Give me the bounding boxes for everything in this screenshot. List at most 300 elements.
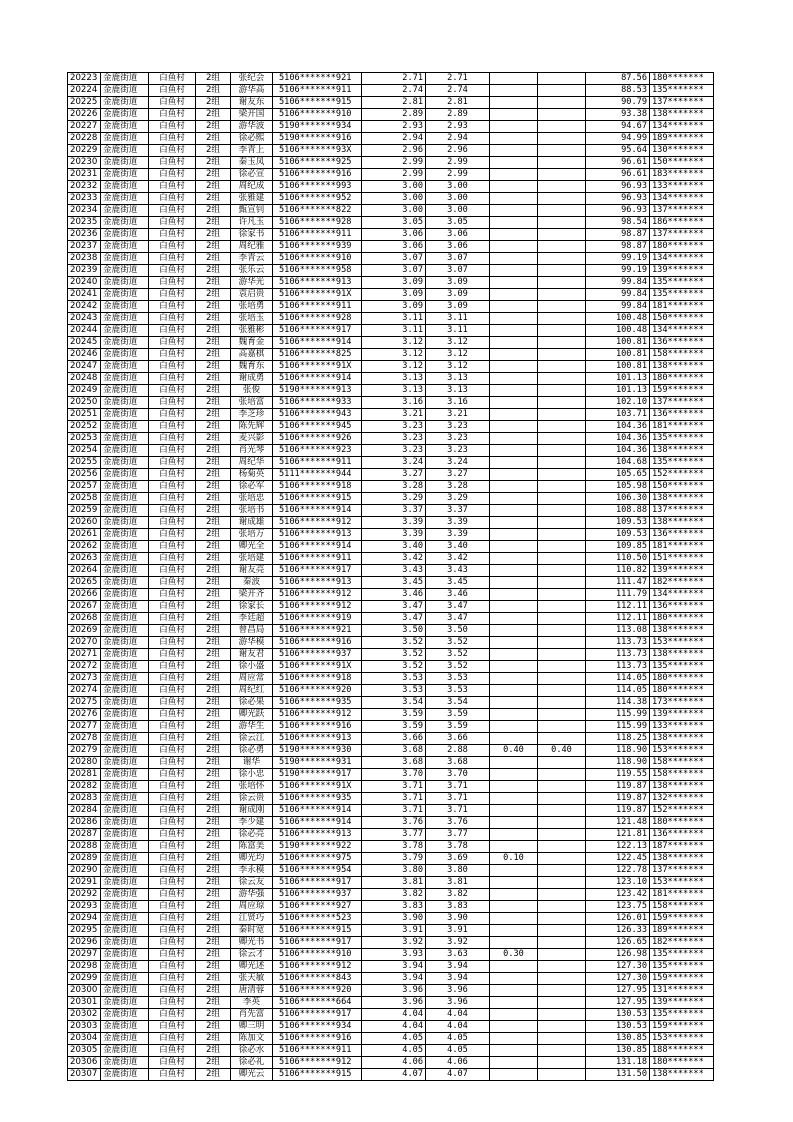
cell-village: 白鱼村: [149, 793, 196, 805]
cell-name: 张培忠: [231, 493, 273, 505]
cell-id-number: 5190*******922: [273, 841, 362, 853]
cell-id-number: 5106*******917: [273, 1009, 362, 1021]
cell-village: 白鱼村: [149, 541, 196, 553]
cell-street: 金鹿街道: [101, 937, 149, 949]
cell-total: 122.13: [586, 841, 650, 853]
cell-id-number: 5106*******918: [273, 673, 362, 685]
cell-group: 2组: [196, 985, 231, 997]
cell-value-2: 3.09: [426, 277, 490, 289]
cell-group: 2组: [196, 973, 231, 985]
cell-village: 白鱼村: [149, 517, 196, 529]
cell-value-1: 3.52: [362, 637, 426, 649]
cell-street: 金鹿街道: [101, 889, 149, 901]
cell-village: 白鱼村: [149, 1057, 196, 1069]
cell-street: 金鹿街道: [101, 505, 149, 517]
cell-serial: 20269: [68, 625, 101, 637]
cell-phone: 180*******: [650, 1057, 714, 1069]
cell-village: 白鱼村: [149, 997, 196, 1009]
cell-value-4: [538, 733, 586, 745]
cell-value-1: 3.40: [362, 541, 426, 553]
cell-id-number: 5106*******914: [273, 541, 362, 553]
cell-value-3: [490, 613, 538, 625]
cell-value-1: 4.07: [362, 1069, 426, 1081]
table-row: [68, 625, 714, 637]
cell-value-4: [538, 757, 586, 769]
cell-value-1: 3.12: [362, 349, 426, 361]
cell-group: 2组: [196, 421, 231, 433]
cell-group: 2组: [196, 817, 231, 829]
cell-serial: 20280: [68, 757, 101, 769]
cell-group: 2组: [196, 277, 231, 289]
cell-total: 118.90: [586, 757, 650, 769]
cell-street: 金鹿街道: [101, 445, 149, 457]
cell-serial: 20252: [68, 421, 101, 433]
cell-value-1: 3.12: [362, 361, 426, 373]
cell-value-3: [490, 529, 538, 541]
cell-street: 金鹿街道: [101, 337, 149, 349]
cell-value-4: [538, 829, 586, 841]
cell-serial: 20287: [68, 829, 101, 841]
cell-phone: 153*******: [650, 877, 714, 889]
table-row: [68, 1069, 714, 1081]
table-row: [68, 565, 714, 577]
cell-village: 白鱼村: [149, 601, 196, 613]
cell-village: 白鱼村: [149, 253, 196, 265]
cell-value-4: [538, 97, 586, 109]
cell-total: 126.65: [586, 937, 650, 949]
cell-value-2: 3.91: [426, 925, 490, 937]
cell-total: 96.93: [586, 205, 650, 217]
cell-name: 魏育金: [231, 337, 273, 349]
table-row: [68, 73, 714, 85]
cell-group: 2组: [196, 289, 231, 301]
cell-serial: 20246: [68, 349, 101, 361]
cell-serial: 20268: [68, 613, 101, 625]
cell-value-3: [490, 901, 538, 913]
cell-village: 白鱼村: [149, 1009, 196, 1021]
cell-value-2: 3.09: [426, 289, 490, 301]
cell-value-4: [538, 1033, 586, 1045]
cell-value-4: [538, 229, 586, 241]
cell-id-number: 5106*******911: [273, 457, 362, 469]
cell-value-4: [538, 433, 586, 445]
cell-street: 金鹿街道: [101, 649, 149, 661]
cell-group: 2组: [196, 757, 231, 769]
cell-street: 金鹿街道: [101, 1045, 149, 1057]
cell-serial: 20275: [68, 697, 101, 709]
cell-total: 108.88: [586, 505, 650, 517]
cell-value-3: [490, 817, 538, 829]
cell-value-3: [490, 661, 538, 673]
cell-street: 金鹿街道: [101, 481, 149, 493]
cell-total: 130.85: [586, 1045, 650, 1057]
cell-group: 2组: [196, 961, 231, 973]
cell-value-4: [538, 541, 586, 553]
cell-street: 金鹿街道: [101, 721, 149, 733]
cell-value-4: 0.40: [538, 745, 586, 757]
cell-phone: 180*******: [650, 613, 714, 625]
cell-phone: 153*******: [650, 745, 714, 757]
table-row: [68, 757, 714, 769]
cell-street: 金鹿街道: [101, 601, 149, 613]
cell-street: 金鹿街道: [101, 949, 149, 961]
cell-value-3: [490, 157, 538, 169]
table-row: [68, 1057, 714, 1069]
cell-value-3: [490, 769, 538, 781]
cell-total: 109.53: [586, 529, 650, 541]
cell-street: 金鹿街道: [101, 793, 149, 805]
cell-id-number: 5106*******916: [273, 169, 362, 181]
cell-total: 130.53: [586, 1009, 650, 1021]
cell-id-number: 5106*******958: [273, 265, 362, 277]
cell-phone: 150*******: [650, 481, 714, 493]
cell-value-1: 2.93: [362, 121, 426, 133]
cell-group: 2组: [196, 373, 231, 385]
cell-street: 金鹿街道: [101, 121, 149, 133]
cell-value-2: 3.59: [426, 721, 490, 733]
cell-name: 秦波: [231, 577, 273, 589]
cell-name: 徐云才: [231, 949, 273, 961]
cell-value-2: 3.00: [426, 205, 490, 217]
cell-village: 白鱼村: [149, 937, 196, 949]
cell-group: 2组: [196, 805, 231, 817]
cell-value-3: [490, 325, 538, 337]
cell-village: 白鱼村: [149, 865, 196, 877]
cell-name: 周纪红: [231, 685, 273, 697]
cell-total: 100.48: [586, 325, 650, 337]
cell-value-3: [490, 385, 538, 397]
cell-village: 白鱼村: [149, 877, 196, 889]
cell-phone: 189*******: [650, 133, 714, 145]
cell-street: 金鹿街道: [101, 733, 149, 745]
cell-village: 白鱼村: [149, 457, 196, 469]
cell-village: 白鱼村: [149, 205, 196, 217]
cell-name: 张培富: [231, 397, 273, 409]
cell-serial: 20299: [68, 973, 101, 985]
cell-id-number: 5106*******993: [273, 181, 362, 193]
cell-total: 127.95: [586, 985, 650, 997]
cell-id-number: 5190*******913: [273, 385, 362, 397]
cell-value-1: 3.47: [362, 613, 426, 625]
cell-serial: 20226: [68, 109, 101, 121]
cell-village: 白鱼村: [149, 469, 196, 481]
cell-group: 2组: [196, 313, 231, 325]
cell-id-number: 5106*******952: [273, 193, 362, 205]
cell-value-3: [490, 781, 538, 793]
cell-village: 白鱼村: [149, 805, 196, 817]
cell-phone: 133*******: [650, 721, 714, 733]
cell-group: 2组: [196, 613, 231, 625]
cell-name: 游华强: [231, 889, 273, 901]
cell-phone: 138*******: [650, 625, 714, 637]
cell-value-4: [538, 457, 586, 469]
cell-id-number: 5106*******937: [273, 889, 362, 901]
cell-phone: 183*******: [650, 169, 714, 181]
cell-total: 131.50: [586, 1069, 650, 1081]
cell-total: 122.78: [586, 865, 650, 877]
cell-group: 2组: [196, 781, 231, 793]
cell-phone: 137*******: [650, 97, 714, 109]
cell-value-3: [490, 961, 538, 973]
cell-value-2: 3.07: [426, 253, 490, 265]
cell-group: 2组: [196, 877, 231, 889]
cell-name: 徐云友: [231, 877, 273, 889]
cell-value-3: [490, 793, 538, 805]
cell-id-number: 5106*******921: [273, 73, 362, 85]
cell-value-4: [538, 1045, 586, 1057]
cell-village: 白鱼村: [149, 889, 196, 901]
cell-value-1: 3.27: [362, 469, 426, 481]
cell-serial: 20283: [68, 793, 101, 805]
cell-village: 白鱼村: [149, 685, 196, 697]
cell-name: 甄宣钊: [231, 205, 273, 217]
cell-value-2: 3.00: [426, 181, 490, 193]
cell-value-1: 2.99: [362, 157, 426, 169]
cell-value-2: 3.52: [426, 661, 490, 673]
cell-street: 金鹿街道: [101, 301, 149, 313]
cell-phone: 138*******: [650, 517, 714, 529]
cell-serial: 20301: [68, 997, 101, 1009]
cell-value-1: 3.11: [362, 313, 426, 325]
cell-village: 白鱼村: [149, 721, 196, 733]
table-row: [68, 493, 714, 505]
cell-name: 卿光书: [231, 937, 273, 949]
cell-value-1: 3.12: [362, 337, 426, 349]
cell-serial: 20253: [68, 433, 101, 445]
cell-total: 118.90: [586, 745, 650, 757]
cell-group: 2组: [196, 1021, 231, 1033]
cell-name: 徐小盛: [231, 661, 273, 673]
table-row: [68, 985, 714, 997]
cell-value-3: [490, 829, 538, 841]
cell-value-4: [538, 241, 586, 253]
cell-total: 96.93: [586, 193, 650, 205]
cell-value-2: 4.05: [426, 1033, 490, 1045]
cell-group: 2组: [196, 1069, 231, 1081]
cell-id-number: 5106*******913: [273, 277, 362, 289]
cell-name: 谢成刚: [231, 805, 273, 817]
cell-village: 白鱼村: [149, 229, 196, 241]
cell-name: 谢友亮: [231, 565, 273, 577]
cell-value-3: [490, 565, 538, 577]
cell-value-3: [490, 313, 538, 325]
cell-value-4: [538, 85, 586, 97]
cell-village: 白鱼村: [149, 421, 196, 433]
cell-value-3: [490, 253, 538, 265]
table-row: [68, 181, 714, 193]
cell-value-1: 2.81: [362, 97, 426, 109]
table-row: [68, 529, 714, 541]
cell-id-number: 5106*******915: [273, 493, 362, 505]
cell-id-number: 5106*******975: [273, 853, 362, 865]
cell-id-number: 5106*******920: [273, 985, 362, 997]
cell-value-4: [538, 505, 586, 517]
cell-value-1: 3.93: [362, 949, 426, 961]
cell-value-2: 3.50: [426, 625, 490, 637]
cell-value-1: 4.05: [362, 1045, 426, 1057]
cell-group: 2组: [196, 577, 231, 589]
cell-total: 98.54: [586, 217, 650, 229]
cell-value-3: [490, 733, 538, 745]
cell-name: 卿光述: [231, 961, 273, 973]
cell-value-4: [538, 901, 586, 913]
cell-value-3: [490, 1057, 538, 1069]
cell-value-4: [538, 805, 586, 817]
cell-value-4: [538, 937, 586, 949]
cell-name: 李青云: [231, 253, 273, 265]
cell-value-4: [538, 769, 586, 781]
cell-street: 金鹿街道: [101, 913, 149, 925]
cell-total: 119.55: [586, 769, 650, 781]
cell-value-4: [538, 409, 586, 421]
cell-total: 106.30: [586, 493, 650, 505]
cell-id-number: 5106*******911: [273, 229, 362, 241]
cell-group: 2组: [196, 469, 231, 481]
cell-total: 100.81: [586, 349, 650, 361]
cell-value-4: [538, 913, 586, 925]
cell-group: 2组: [196, 481, 231, 493]
cell-serial: 20236: [68, 229, 101, 241]
cell-street: 金鹿街道: [101, 925, 149, 937]
table-row: [68, 961, 714, 973]
cell-serial: 20223: [68, 73, 101, 85]
cell-street: 金鹿街道: [101, 625, 149, 637]
cell-serial: 20239: [68, 265, 101, 277]
cell-group: 2组: [196, 445, 231, 457]
cell-total: 111.79: [586, 589, 650, 601]
cell-village: 白鱼村: [149, 145, 196, 157]
cell-id-number: 5106*******916: [273, 637, 362, 649]
cell-phone: 134*******: [650, 325, 714, 337]
table-row: [68, 157, 714, 169]
cell-street: 金鹿街道: [101, 565, 149, 577]
cell-total: 119.87: [586, 793, 650, 805]
table-row: [68, 121, 714, 133]
cell-group: 2组: [196, 601, 231, 613]
cell-phone: 134*******: [650, 589, 714, 601]
cell-id-number: 5106*******825: [273, 349, 362, 361]
cell-phone: 186*******: [650, 217, 714, 229]
table-row: [68, 913, 714, 925]
cell-value-1: 3.39: [362, 517, 426, 529]
cell-street: 金鹿街道: [101, 745, 149, 757]
cell-total: 104.36: [586, 421, 650, 433]
cell-phone: 188*******: [650, 1045, 714, 1057]
cell-value-1: 2.71: [362, 73, 426, 85]
cell-total: 103.71: [586, 409, 650, 421]
cell-value-3: [490, 673, 538, 685]
cell-id-number: 5106*******911: [273, 1045, 362, 1057]
cell-value-2: 3.39: [426, 517, 490, 529]
cell-serial: 20258: [68, 493, 101, 505]
cell-street: 金鹿街道: [101, 97, 149, 109]
cell-phone: 138*******: [650, 853, 714, 865]
cell-name: 李廷超: [231, 613, 273, 625]
cell-total: 102.10: [586, 397, 650, 409]
cell-village: 白鱼村: [149, 949, 196, 961]
cell-id-number: 5106*******915: [273, 925, 362, 937]
cell-street: 金鹿街道: [101, 169, 149, 181]
cell-value-1: 3.05: [362, 217, 426, 229]
cell-phone: 135*******: [650, 949, 714, 961]
cell-value-1: 3.83: [362, 901, 426, 913]
cell-street: 金鹿街道: [101, 1069, 149, 1081]
cell-name: 张纪会: [231, 73, 273, 85]
cell-value-2: 3.80: [426, 865, 490, 877]
cell-value-4: [538, 889, 586, 901]
cell-total: 131.18: [586, 1057, 650, 1069]
cell-name: 徐云江: [231, 733, 273, 745]
cell-value-2: 3.96: [426, 997, 490, 1009]
cell-value-4: [538, 169, 586, 181]
cell-group: 2组: [196, 913, 231, 925]
cell-id-number: 5106*******923: [273, 445, 362, 457]
cell-group: 2组: [196, 1033, 231, 1045]
cell-id-number: 5106*******91X: [273, 289, 362, 301]
table-row: [68, 445, 714, 457]
cell-value-4: [538, 205, 586, 217]
cell-total: 98.87: [586, 241, 650, 253]
table-row: [68, 469, 714, 481]
cell-value-2: 3.94: [426, 961, 490, 973]
cell-village: 白鱼村: [149, 373, 196, 385]
cell-value-2: 3.23: [426, 445, 490, 457]
cell-id-number: 5106*******910: [273, 949, 362, 961]
cell-name: 卿光均: [231, 853, 273, 865]
cell-value-4: [538, 613, 586, 625]
cell-total: 109.85: [586, 541, 650, 553]
cell-street: 金鹿街道: [101, 457, 149, 469]
cell-street: 金鹿街道: [101, 985, 149, 997]
table-row: [68, 553, 714, 565]
cell-group: 2组: [196, 901, 231, 913]
cell-serial: 20290: [68, 865, 101, 877]
cell-phone: 139*******: [650, 709, 714, 721]
cell-value-4: [538, 865, 586, 877]
cell-value-2: 3.94: [426, 973, 490, 985]
cell-total: 104.36: [586, 433, 650, 445]
cell-group: 2组: [196, 865, 231, 877]
cell-village: 白鱼村: [149, 349, 196, 361]
cell-total: 127.30: [586, 961, 650, 973]
cell-value-1: 3.70: [362, 769, 426, 781]
cell-value-2: 3.70: [426, 769, 490, 781]
cell-total: 105.98: [586, 481, 650, 493]
cell-total: 96.61: [586, 169, 650, 181]
cell-serial: 20224: [68, 85, 101, 97]
cell-group: 2组: [196, 529, 231, 541]
cell-value-3: [490, 865, 538, 877]
table-row: [68, 361, 714, 373]
cell-value-4: [538, 421, 586, 433]
cell-serial: 20257: [68, 481, 101, 493]
cell-value-1: 3.82: [362, 889, 426, 901]
cell-phone: 189*******: [650, 925, 714, 937]
cell-name: 游华光: [231, 277, 273, 289]
cell-value-3: [490, 433, 538, 445]
cell-village: 白鱼村: [149, 577, 196, 589]
cell-id-number: 5106*******91X: [273, 781, 362, 793]
cell-name: 徐必宣: [231, 169, 273, 181]
table-row: [68, 925, 714, 937]
cell-value-1: 3.06: [362, 241, 426, 253]
cell-id-number: 5106*******913: [273, 829, 362, 841]
cell-value-3: [490, 217, 538, 229]
cell-village: 白鱼村: [149, 445, 196, 457]
cell-phone: 131*******: [650, 985, 714, 997]
cell-village: 白鱼村: [149, 613, 196, 625]
cell-group: 2组: [196, 637, 231, 649]
